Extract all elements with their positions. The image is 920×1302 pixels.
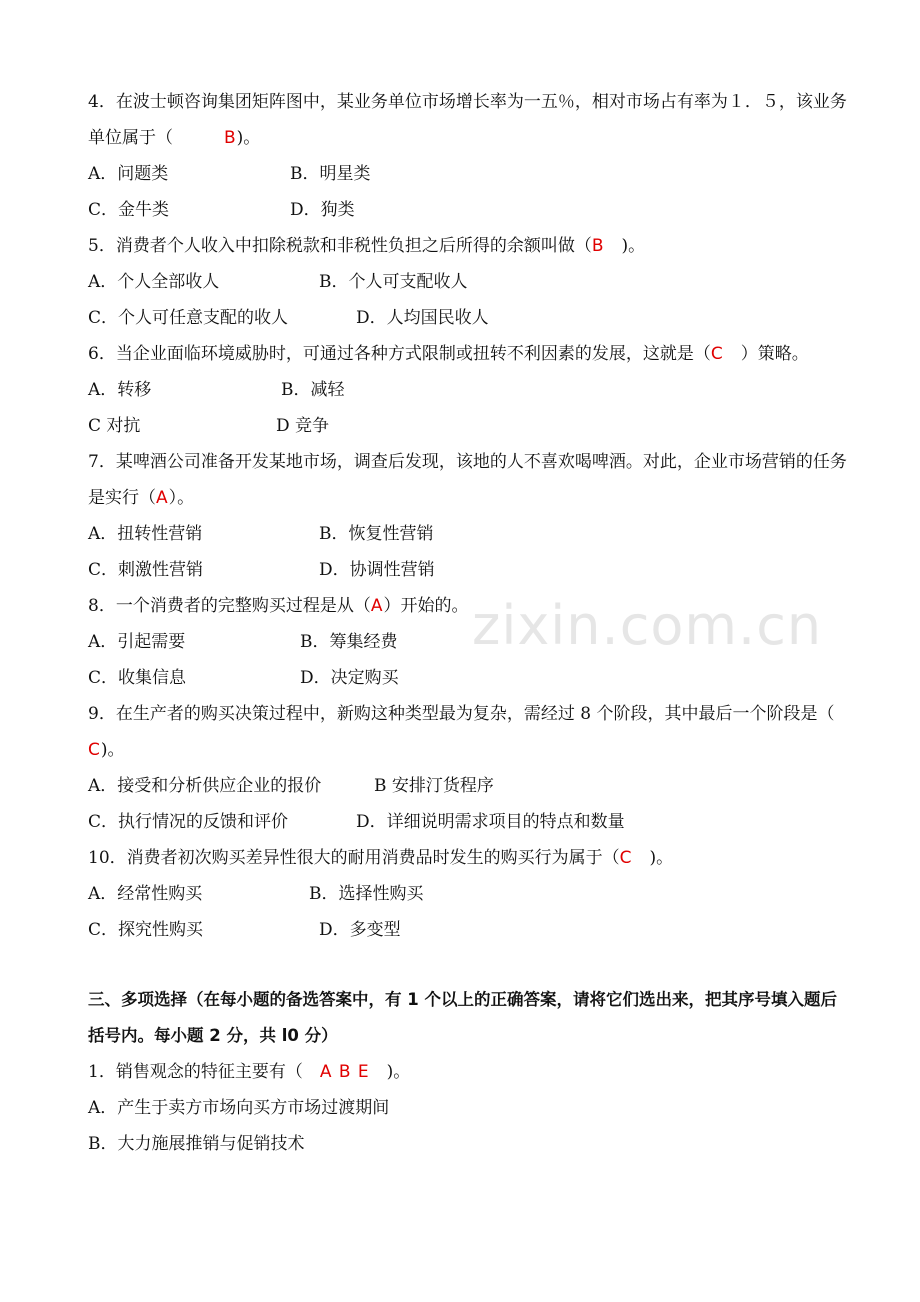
- option-row: [88, 768, 848, 804]
- option-a: A．经常性购买: [88, 884, 203, 904]
- option-b: B．选择性购买: [309, 884, 424, 904]
- option-row: [88, 876, 848, 912]
- option-row: [88, 264, 848, 300]
- question-text: 6．当企业面临环境威胁时，可通过各种方式限制或扭转不利因素的发展，这就是（: [88, 344, 711, 364]
- answer-mark: B: [224, 128, 237, 148]
- option-c: C．执行情况的反馈和评价: [88, 812, 289, 832]
- question-9: [88, 696, 852, 768]
- option-b: B．恢复性营销: [319, 524, 434, 544]
- question-text: 1．销售观念的特征主要有（: [88, 1062, 320, 1082]
- option-a: A．个人全部收人: [88, 272, 220, 292]
- option-a: A．转移: [88, 380, 152, 400]
- answer-mark: A: [156, 488, 169, 508]
- option-d: D．详细说明需求项目的特点和数量: [356, 812, 625, 832]
- watermark: zixin.com.cn: [472, 594, 823, 657]
- option-d: D．协调性营销: [319, 560, 435, 580]
- answer-mark: A B E: [319, 1062, 370, 1082]
- option-c: C．收集信息: [88, 668, 187, 688]
- answer-mark: A: [370, 596, 384, 616]
- option-row: [88, 516, 848, 552]
- option-d: D．狗类: [290, 200, 355, 220]
- question-text: 10．消费者初次购买差异性很大的耐用消费品时发生的购买行为属于（: [88, 848, 620, 868]
- answer-mark: C: [619, 848, 633, 868]
- question-text-end: ）开始的。: [383, 596, 469, 616]
- question-8: [88, 588, 848, 624]
- option-row: [88, 372, 848, 408]
- question-10: [88, 840, 848, 876]
- option-a: A．引起需要: [88, 632, 186, 652]
- option-row: [88, 156, 848, 192]
- question-7: [88, 444, 848, 516]
- option-b: B．减轻: [281, 380, 345, 400]
- question-6: [88, 336, 848, 372]
- option-row: [88, 912, 848, 948]
- question-text-end: )。: [632, 848, 674, 868]
- option-row: [88, 300, 848, 336]
- option-d: D．人均国民收人: [356, 308, 489, 328]
- question-text: 7．某啤酒公司准备开发某地市场，调查后发现，该地的人不喜欢喝啤酒。对此，企业市场营销的任务是实行（: [88, 452, 847, 508]
- option-c: C 对抗: [88, 416, 141, 436]
- document-body: [88, 84, 852, 1162]
- option-b: B．筹集经费: [300, 632, 398, 652]
- answer-mark: C: [710, 344, 724, 364]
- option-b: B．大力施展推销与促销技术: [88, 1134, 305, 1154]
- section3-question-1: [88, 1054, 848, 1090]
- question-text: 8．一个消费者的完整购买过程是从（: [88, 596, 371, 616]
- option-d: D．决定购买: [300, 668, 399, 688]
- option-b: B 安排汀货程序: [374, 776, 494, 796]
- option-row: [88, 804, 848, 840]
- option-row: [88, 624, 848, 660]
- option-c: C．刺激性营销: [88, 560, 204, 580]
- option-c: C．个人可任意支配的收人: [88, 308, 289, 328]
- question-text-end: ）。: [168, 488, 195, 508]
- option-d: D 竞争: [276, 416, 330, 436]
- answer-mark: B: [591, 236, 605, 256]
- option-row: [88, 408, 848, 444]
- question-text-end: )。: [236, 128, 261, 148]
- question-4: [88, 84, 848, 156]
- option-a: A．扭转性营销: [88, 524, 203, 544]
- question-text-end: )。: [604, 236, 646, 256]
- question-text: 5．消费者个人收入中扣除税款和非税性负担之后所得的余额叫做（: [88, 236, 592, 256]
- question-text-end: )。: [100, 740, 125, 760]
- question-text: 9．在生产者的购买决策过程中，新购这种类型最为复杂，需经过 8 个阶段，其中最后一个阶段是（: [88, 704, 852, 724]
- option-a: A．产生于卖方市场向买方市场过渡期间: [88, 1098, 390, 1118]
- option-a: A．接受和分析供应企业的报价: [88, 776, 322, 796]
- question-text: 4．在波士顿咨询集团矩阵图中，某业务单位市场增长率为一五％，相对市场占有率为１．５，该业务单位属于（: [88, 92, 847, 148]
- question-5: [88, 228, 848, 264]
- option-row: [88, 552, 848, 588]
- option-c: C．金牛类: [88, 200, 170, 220]
- option-row: [88, 192, 848, 228]
- option-b: B．明星类: [290, 164, 371, 184]
- option-b: B．个人可支配收人: [319, 272, 468, 292]
- option-d: D．多变型: [319, 920, 401, 940]
- option-c: C．探究性购买: [88, 920, 204, 940]
- option-a: A．问题类: [88, 164, 169, 184]
- question-text-end: ）策略。: [723, 344, 809, 364]
- section-title: 三、多项选择（在每小题的备选答案中，有 1 个以上的正确答案，请将它们选出来，把其序号填入题后括号内。每小题 2 分，共 l0 分）: [88, 990, 837, 1045]
- answer-mark: C: [88, 740, 101, 760]
- question-text-end: )。: [369, 1062, 411, 1082]
- option-row: [88, 660, 848, 696]
